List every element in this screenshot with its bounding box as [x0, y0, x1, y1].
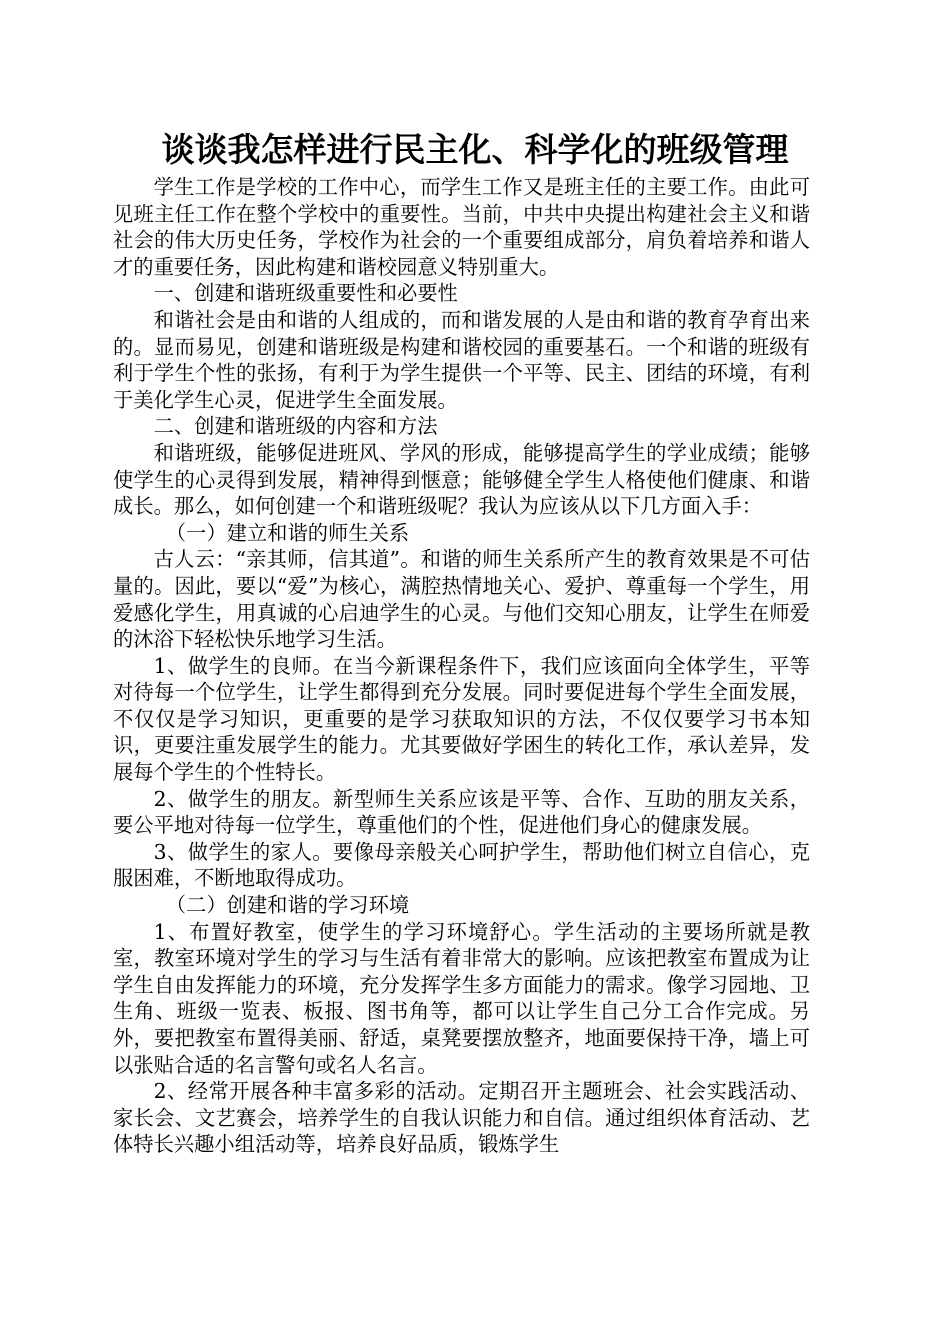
paragraph: 1、做学生的良师。在当今新课程条件下，我们应该面向全体学生，平等对待每一个位学生，让学生都得到充分发展。同时要促进每个学生全面发展，不仅仅是学习知识，更重要的是学习获取知识的方法，不仅仅要学习书本知识，更要注重发展学生的能力。尤其要做好学困生的转化工作，承认差异，发展每个学生的个性特长。	[113, 653, 810, 785]
section-heading: 一、创建和谐班级重要性和必要性	[153, 281, 458, 306]
paragraph: 和谐班级，能够促进班风、学风的形成，能够提高学生的学业成绩；能够使学生的心灵得到发展，精神得到惬意；能够健全学生人格使他们健康、和谐成长。那么，如何创建一个和谐班级呢？我认为应该从以下几方面入手：	[113, 440, 810, 519]
paragraph: 学生工作是学校的工作中心，而学生工作又是班主任的主要工作。由此可见班主任工作在整个学校中的重要性。当前，中共中央提出构建社会主义和谐社会的伟大历史任务，学校作为社会的一个重要组成部分，肩负着培养和谐人才的重要任务，因此构建和谐校园意义特别重大。	[113, 175, 810, 279]
subsection-heading: （一）建立和谐的师生关系	[165, 520, 410, 545]
paragraph: 2、经常开展各种丰富多彩的活动。定期召开主题班会、社会实践活动、家长会、文艺赛会，培养学生的自我认识能力和自信。通过组织体育活动、艺体特长兴趣小组活动等，培养良好品质，锻炼学生	[113, 1079, 810, 1157]
paragraph: 古人云：“亲其师，信其道”。和谐的师生关系所产生的教育效果是不可估量的。因此，要以“爱”为核心，满腔热情地关心、爱护、尊重每一个学生，用爱感化学生，用真诚的心启迪学生的心灵。与他们交知心朋友，让学生在师爱的沐浴下轻松快乐地学习生活。	[113, 547, 810, 652]
section-heading: 二、创建和谐班级的内容和方法	[153, 414, 438, 439]
paragraph: 1、布置好教室，使学生的学习环境舒心。学生活动的主要场所就是教室，教室环境对学生的学习与生活有着非常大的影响。应该把教室布置成为让学生自由发挥能力的环境，充分发挥学生多方面能力的需求。像学习园地、卫生角、班级一览表、板报、图书角等，都可以让学生自己分工合作完成。另外，要把教室布置得美丽、舒适，桌凳要摆放整齐，地面要保持干净，墙上可以张贴合适的名言警句或名人名言。	[113, 919, 810, 1077]
paragraph: 和谐社会是由和谐的人组成的，而和谐发展的人是由和谐的教育孕育出来的。显而易见，创建和谐班级是构建和谐校园的重要基石。一个和谐的班级有利于学生个性的张扬，有利于为学生提供一个平等、民主、团结的环境，有利于美化学生心灵，促进学生全面发展。	[113, 307, 810, 412]
document-body	[113, 174, 810, 1158]
paragraph: 2、做学生的朋友。新型师生关系应该是平等、合作、互助的朋友关系，要公平地对待每一位学生，尊重他们的个性，促进他们身心的健康发展。	[113, 786, 810, 838]
subsection-heading: （二）创建和谐的学习环境	[165, 893, 410, 918]
paragraph: 3、做学生的家人。要像母亲般关心呵护学生，帮助他们树立自信心，克服困难，不断地取得成功。	[113, 839, 810, 891]
document-title: 谈谈我怎样进行民主化、科学化的班级管理	[161, 130, 789, 169]
